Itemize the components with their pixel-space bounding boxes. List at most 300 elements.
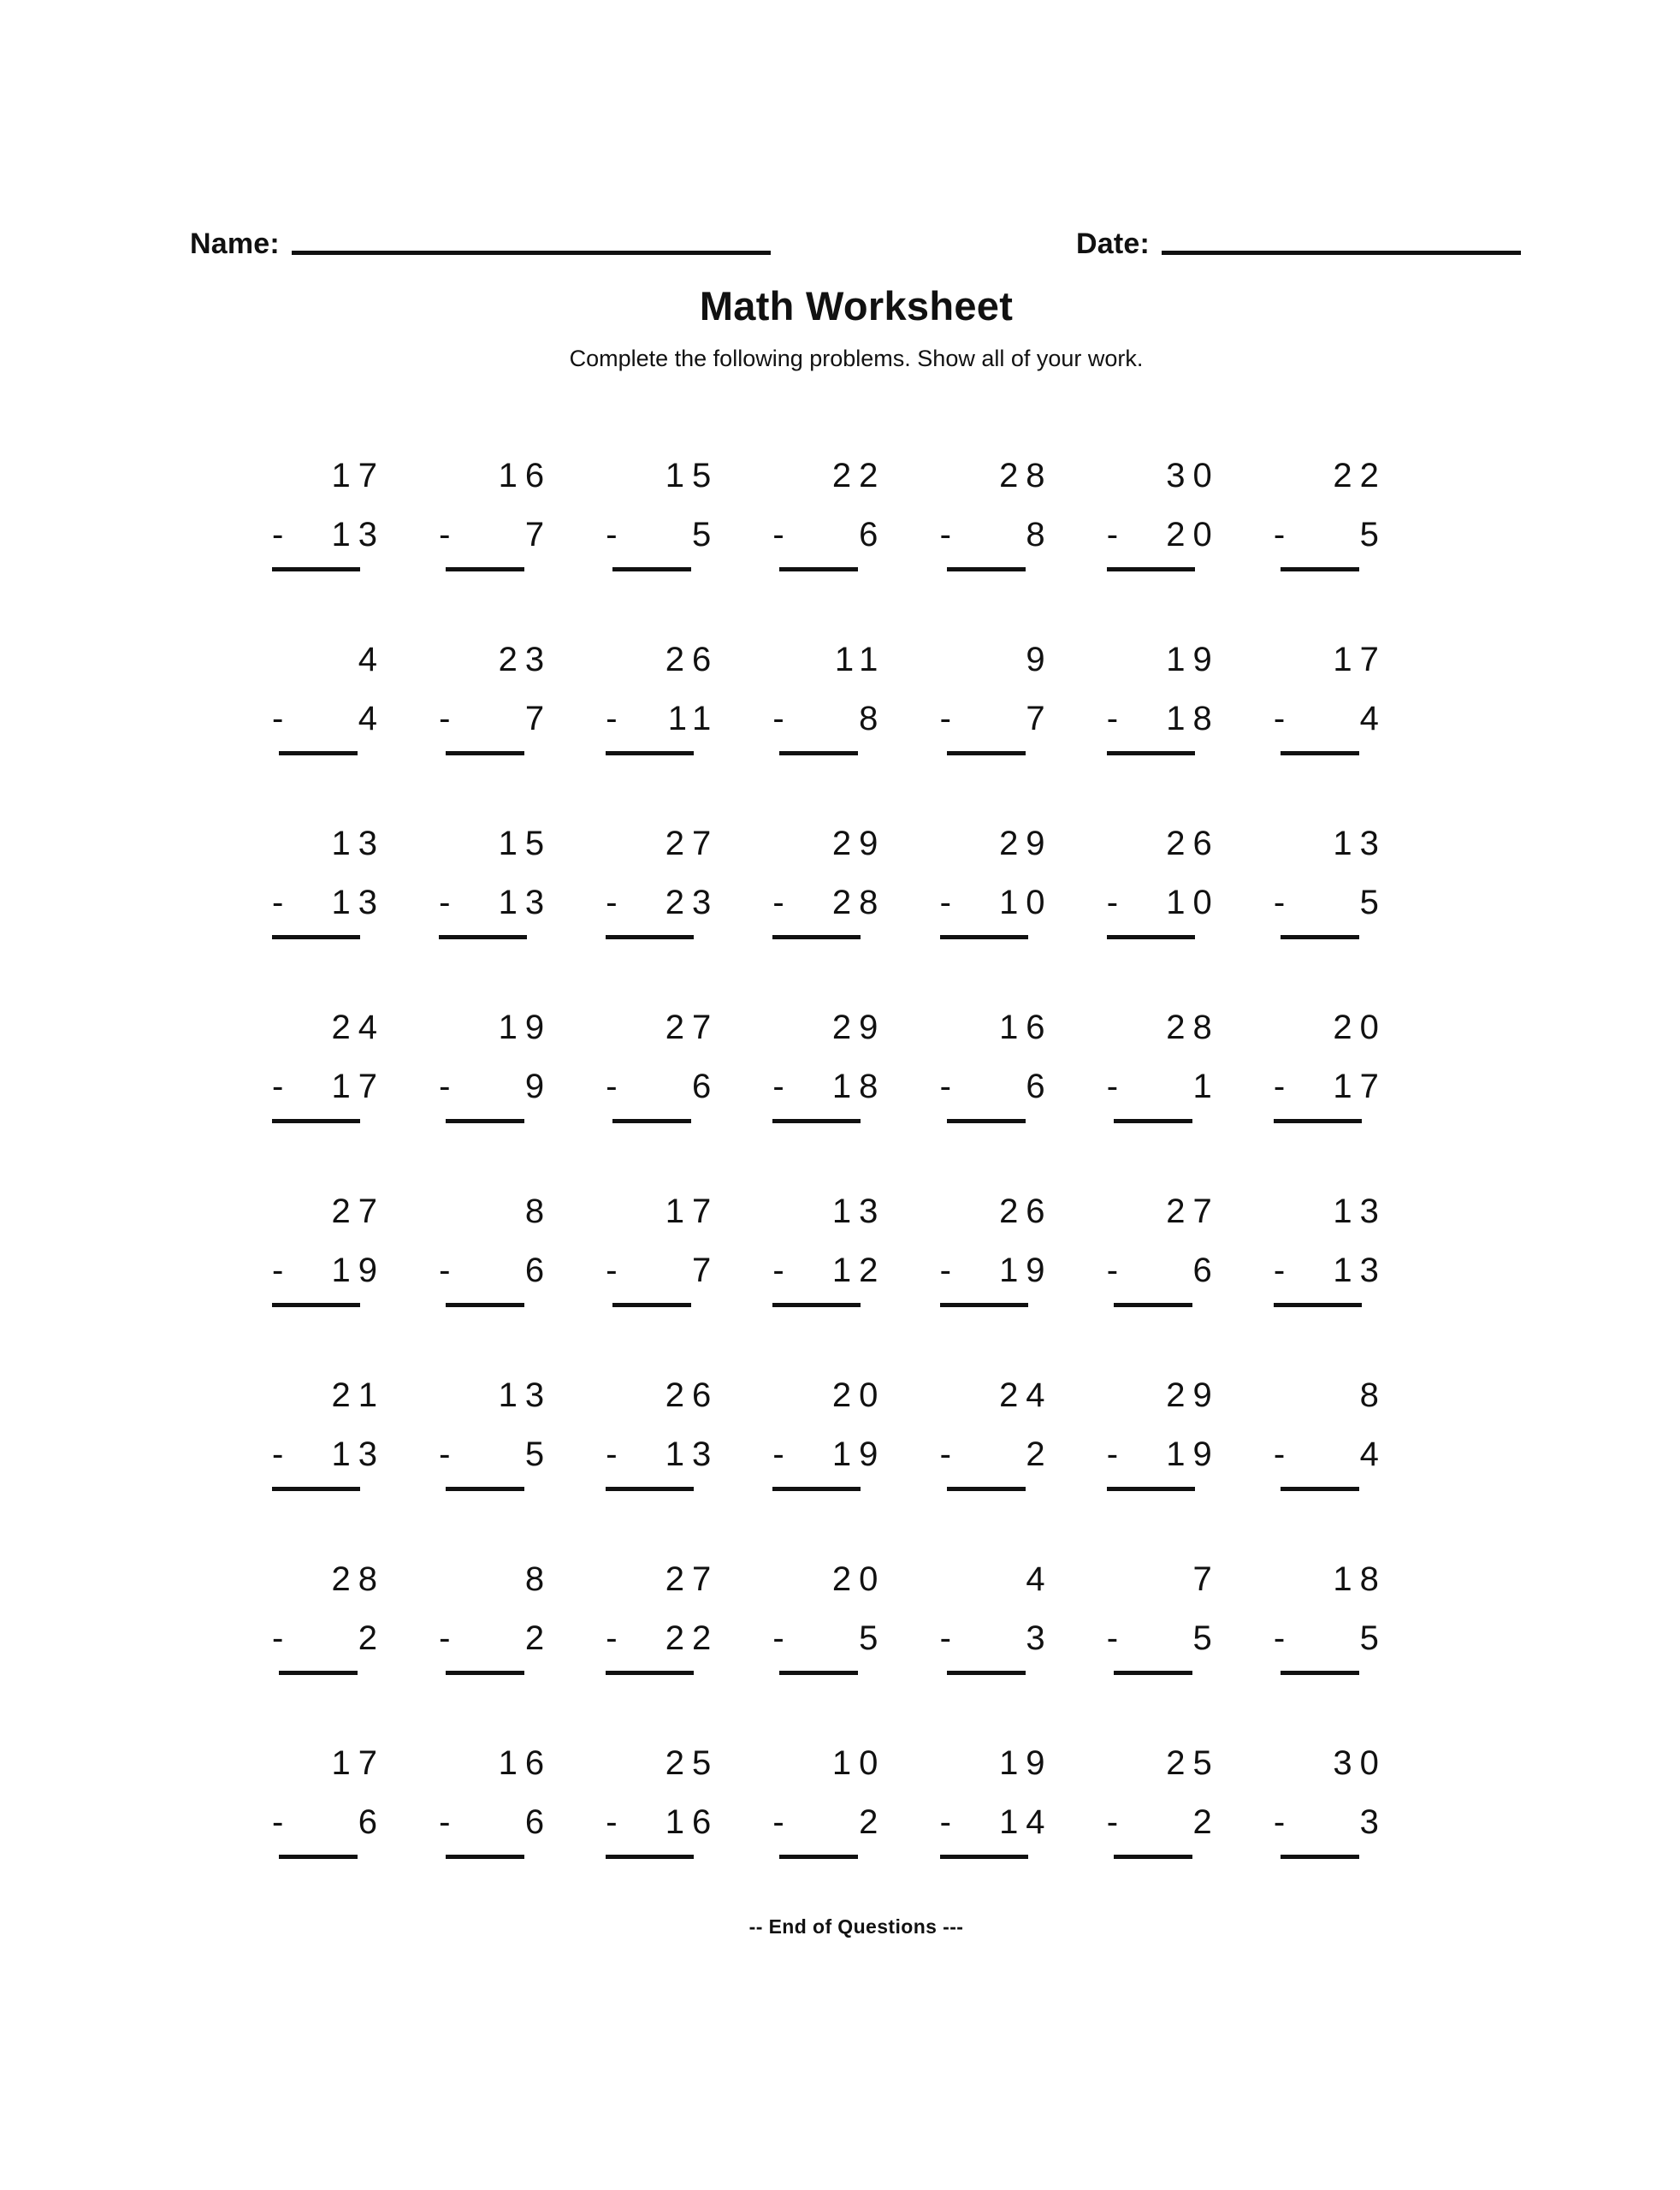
subtrahend: 19 [1166, 1435, 1220, 1473]
minus-operator-icon: - [772, 700, 784, 737]
minuend: 22 [831, 457, 886, 494]
problem-cell [940, 1732, 1065, 1916]
minuend: 26 [999, 1193, 1053, 1230]
minuend: 8 [1359, 1376, 1387, 1414]
subtrahend-row [1274, 518, 1399, 552]
answer-line[interactable] [1281, 1487, 1359, 1491]
answer-line[interactable] [446, 751, 524, 755]
minus-operator-icon: - [606, 700, 618, 737]
subtrahend-row [606, 885, 731, 920]
subtrahend: 7 [524, 700, 553, 737]
subtrahend-row [1107, 1621, 1232, 1655]
problem-cell [940, 629, 1065, 813]
subtrahend: 4 [358, 700, 385, 737]
problem-cell [1107, 813, 1232, 997]
minus-operator-icon: - [439, 700, 451, 737]
problem-cell [1107, 1548, 1232, 1732]
minus-operator-icon: - [1106, 1252, 1119, 1289]
problem-cell [439, 997, 564, 1181]
problem-cell [606, 445, 731, 629]
answer-line[interactable] [772, 1487, 861, 1491]
minus-operator-icon: - [939, 1803, 951, 1841]
minuend: 24 [999, 1376, 1053, 1414]
answer-line[interactable] [1114, 1119, 1192, 1123]
problem-cell [606, 813, 731, 997]
minuend: 16 [999, 1009, 1053, 1046]
answer-line[interactable] [779, 567, 858, 571]
subtrahend-row [940, 518, 1065, 552]
minuend: 28 [999, 457, 1053, 494]
subtrahend-row [439, 1805, 564, 1839]
minus-operator-icon: - [1273, 1068, 1286, 1105]
problem-cell [1274, 445, 1399, 629]
minus-operator-icon: - [772, 884, 784, 921]
minus-operator-icon: - [272, 1803, 284, 1841]
minus-operator-icon: - [939, 1619, 951, 1657]
minuend: 28 [1166, 1009, 1220, 1046]
subtrahend-row [1107, 885, 1232, 920]
subtrahend: 5 [1359, 1619, 1387, 1657]
subtrahend-row [1274, 1437, 1399, 1471]
answer-line[interactable] [779, 1855, 858, 1859]
answer-line[interactable] [940, 1303, 1028, 1307]
answer-line[interactable] [446, 1303, 524, 1307]
subtrahend-row [606, 1253, 731, 1287]
answer-line[interactable] [779, 1671, 858, 1675]
minuend: 26 [665, 1376, 719, 1414]
problem-cell [439, 1364, 564, 1548]
minus-operator-icon: - [439, 516, 451, 553]
minus-operator-icon: - [1273, 516, 1286, 553]
subtrahend-row [1107, 1805, 1232, 1839]
problem-cell [606, 1732, 731, 1916]
subtrahend-row [1274, 885, 1399, 920]
problem-cell [772, 813, 897, 997]
problem-cell [272, 1181, 397, 1364]
minuend: 23 [498, 641, 553, 678]
minus-operator-icon: - [606, 1435, 618, 1473]
problem-cell [439, 629, 564, 813]
subtrahend: 4 [1359, 1435, 1387, 1473]
answer-line[interactable] [439, 935, 527, 939]
subtrahend: 13 [331, 1435, 385, 1473]
minus-operator-icon: - [606, 1619, 618, 1657]
answer-line[interactable] [1107, 751, 1195, 755]
answer-line[interactable] [947, 1487, 1026, 1491]
answer-line[interactable] [1281, 567, 1359, 571]
subtrahend: 2 [358, 1619, 385, 1657]
answer-line[interactable] [446, 1119, 524, 1123]
subtrahend-row [1274, 1805, 1399, 1839]
minus-operator-icon: - [1273, 884, 1286, 921]
minus-operator-icon: - [1106, 1803, 1119, 1841]
minus-operator-icon: - [772, 1252, 784, 1289]
answer-line[interactable] [940, 1855, 1028, 1859]
problem-cell [940, 997, 1065, 1181]
minus-operator-icon: - [439, 1435, 451, 1473]
subtrahend: 23 [665, 884, 719, 921]
page-title: Math Worksheet [699, 283, 1014, 328]
answer-line[interactable] [446, 1855, 524, 1859]
subtrahend: 7 [524, 516, 553, 553]
subtrahend-row [940, 1805, 1065, 1839]
subtrahend: 18 [831, 1068, 886, 1105]
subtrahend-row [1107, 1437, 1232, 1471]
subtrahend: 12 [831, 1252, 886, 1289]
subtrahend-row [1274, 1253, 1399, 1287]
problem-cell [772, 1548, 897, 1732]
minus-operator-icon: - [606, 1068, 618, 1105]
subtrahend-row [272, 1621, 397, 1655]
subtrahend-row [1107, 518, 1232, 552]
answer-line[interactable] [272, 935, 360, 939]
problem-cell [606, 629, 731, 813]
minus-operator-icon: - [606, 884, 618, 921]
subtrahend: 19 [831, 1435, 886, 1473]
minuend: 29 [999, 825, 1053, 862]
subtrahend-row [1107, 1069, 1232, 1104]
answer-line[interactable] [446, 1487, 524, 1491]
subtrahend: 6 [859, 516, 886, 553]
answer-line[interactable] [279, 751, 358, 755]
minuend: 17 [331, 1744, 385, 1782]
subtrahend-row [606, 518, 731, 552]
answer-line[interactable] [606, 1671, 694, 1675]
subtrahend: 13 [665, 1435, 719, 1473]
subtrahend-row [272, 1253, 397, 1287]
minuend: 27 [665, 1009, 719, 1046]
minus-operator-icon: - [772, 1619, 784, 1657]
name-label: Name: [190, 228, 280, 260]
subtrahend: 5 [1359, 516, 1387, 553]
minuend: 29 [831, 1009, 886, 1046]
problem-cell [606, 1364, 731, 1548]
subtrahend-row [272, 1805, 397, 1839]
subtrahend-row [772, 1069, 897, 1104]
answer-line[interactable] [612, 567, 691, 571]
problem-cell [772, 1364, 897, 1548]
answer-line[interactable] [1114, 1671, 1192, 1675]
subtrahend-row [772, 885, 897, 920]
subtrahend: 6 [358, 1803, 385, 1841]
problem-cell [1107, 445, 1232, 629]
minus-operator-icon: - [772, 1435, 784, 1473]
subtrahend: 20 [1166, 516, 1220, 553]
problem-cell [606, 1548, 731, 1732]
subtrahend-row [1274, 1069, 1399, 1104]
subtrahend-row [940, 701, 1065, 736]
minus-operator-icon: - [939, 700, 951, 737]
minuend: 15 [498, 825, 553, 862]
subtrahend: 5 [692, 516, 719, 553]
answer-line[interactable] [1107, 1487, 1195, 1491]
minuend: 30 [1333, 1744, 1387, 1782]
answer-line[interactable] [1281, 1855, 1359, 1859]
minuend: 8 [524, 1560, 553, 1598]
minus-operator-icon: - [1273, 1803, 1286, 1841]
subtrahend: 4 [1359, 700, 1387, 737]
problem-cell [940, 1548, 1065, 1732]
subtrahend-row [772, 701, 897, 736]
subtrahend-row [772, 1437, 897, 1471]
answer-line[interactable] [772, 935, 861, 939]
problem-cell [1274, 813, 1399, 997]
minuend: 16 [498, 457, 553, 494]
subtrahend: 19 [331, 1252, 385, 1289]
subtrahend: 14 [999, 1803, 1053, 1841]
subtrahend-row [606, 1069, 731, 1104]
answer-line[interactable] [1274, 1303, 1362, 1307]
subtrahend-row [606, 1621, 731, 1655]
subtrahend-row [439, 518, 564, 552]
minuend: 13 [1333, 825, 1387, 862]
subtrahend: 10 [1166, 884, 1220, 921]
minuend: 17 [1333, 641, 1387, 678]
answer-line[interactable] [947, 567, 1026, 571]
problem-cell [272, 1548, 397, 1732]
minus-operator-icon: - [1106, 1435, 1119, 1473]
problem-cell [272, 1732, 397, 1916]
answer-line[interactable] [606, 1855, 694, 1859]
subtrahend: 28 [831, 884, 886, 921]
problem-cell [940, 1364, 1065, 1548]
name-write-line[interactable] [292, 251, 771, 255]
problem-cell [1107, 1732, 1232, 1916]
minuend: 24 [331, 1009, 385, 1046]
subtrahend: 2 [524, 1619, 553, 1657]
minus-operator-icon: - [772, 516, 784, 553]
minuend: 9 [1026, 641, 1053, 678]
subtrahend: 5 [1359, 884, 1387, 921]
subtrahend-row [940, 1069, 1065, 1104]
subtrahend-row [940, 1253, 1065, 1287]
answer-line[interactable] [940, 935, 1028, 939]
minuend: 20 [1333, 1009, 1387, 1046]
subtrahend: 13 [498, 884, 553, 921]
minus-operator-icon: - [939, 1435, 951, 1473]
minus-operator-icon: - [439, 1252, 451, 1289]
minus-operator-icon: - [272, 700, 284, 737]
minus-operator-icon: - [1106, 700, 1119, 737]
minus-operator-icon: - [939, 884, 951, 921]
answer-line[interactable] [612, 1303, 691, 1307]
end-of-questions-note: -- End of Questions --- [748, 1915, 964, 1938]
minuend: 19 [1166, 641, 1220, 678]
minus-operator-icon: - [606, 1803, 618, 1841]
answer-line[interactable] [279, 1671, 358, 1675]
subtrahend-row [940, 1621, 1065, 1655]
answer-line[interactable] [1281, 935, 1359, 939]
subtrahend: 6 [524, 1803, 553, 1841]
subtrahend: 5 [524, 1435, 553, 1473]
subtrahend-row [439, 1437, 564, 1471]
subtrahend-row [772, 1621, 897, 1655]
subtrahend-row [272, 1069, 397, 1104]
answer-line[interactable] [606, 1487, 694, 1491]
minuend: 27 [1166, 1193, 1220, 1230]
subtrahend: 19 [999, 1252, 1053, 1289]
minus-operator-icon: - [1106, 516, 1119, 553]
subtrahend: 16 [665, 1803, 719, 1841]
problem-cell [439, 1181, 564, 1364]
answer-line[interactable] [947, 751, 1026, 755]
subtrahend-row [772, 1253, 897, 1287]
answer-line[interactable] [1281, 1671, 1359, 1675]
minuend: 17 [331, 457, 385, 494]
minuend: 19 [999, 1744, 1053, 1782]
problem-cell [1274, 1181, 1399, 1364]
answer-line[interactable] [272, 1303, 360, 1307]
minus-operator-icon: - [272, 884, 284, 921]
subtrahend-row [940, 885, 1065, 920]
minuend: 21 [331, 1376, 385, 1414]
minuend: 25 [1166, 1744, 1220, 1782]
problem-cell [1274, 997, 1399, 1181]
minuend: 7 [1192, 1560, 1220, 1598]
minus-operator-icon: - [272, 516, 284, 553]
answer-line[interactable] [1107, 567, 1195, 571]
answer-line[interactable] [446, 1671, 524, 1675]
answer-line[interactable] [947, 1119, 1026, 1123]
minus-operator-icon: - [939, 1068, 951, 1105]
problem-cell [606, 1181, 731, 1364]
answer-line[interactable] [612, 1119, 691, 1123]
problem-cell [272, 1364, 397, 1548]
answer-line[interactable] [272, 567, 360, 571]
minuend: 27 [665, 1560, 719, 1598]
subtrahend-row [272, 885, 397, 920]
subtrahend-row [439, 1253, 564, 1287]
subtrahend-row [272, 701, 397, 736]
answer-line[interactable] [606, 935, 694, 939]
minus-operator-icon: - [1106, 884, 1119, 921]
minuend: 13 [1333, 1193, 1387, 1230]
subtrahend: 5 [859, 1619, 886, 1657]
answer-line[interactable] [947, 1671, 1026, 1675]
minus-operator-icon: - [1106, 1619, 1119, 1657]
problem-grid [272, 445, 1440, 1916]
answer-line[interactable] [272, 1487, 360, 1491]
subtrahend-row [1107, 701, 1232, 736]
minuend: 27 [665, 825, 719, 862]
minus-operator-icon: - [439, 1803, 451, 1841]
minuend: 20 [831, 1560, 886, 1598]
problem-cell [1107, 1181, 1232, 1364]
subtrahend-row [606, 701, 731, 736]
subtrahend: 3 [1359, 1803, 1387, 1841]
problem-cell [772, 445, 897, 629]
answer-line[interactable] [446, 567, 524, 571]
worksheet-header [190, 229, 1521, 260]
minuend: 11 [834, 641, 886, 678]
subtrahend: 3 [1026, 1619, 1053, 1657]
date-field[interactable] [1076, 229, 1521, 260]
minus-operator-icon: - [606, 516, 618, 553]
subtrahend: 8 [1026, 516, 1053, 553]
answer-line[interactable] [1274, 1119, 1362, 1123]
problem-cell [1107, 629, 1232, 813]
subtrahend-row [772, 518, 897, 552]
subtrahend: 1 [1192, 1068, 1220, 1105]
page-subtitle: Complete the following problems. Show all of your work. [569, 346, 1144, 372]
minuend: 17 [665, 1193, 719, 1230]
subtrahend-row [1274, 1621, 1399, 1655]
minus-operator-icon: - [272, 1435, 284, 1473]
subtrahend: 2 [1192, 1803, 1220, 1841]
problem-cell [1274, 629, 1399, 813]
answer-line[interactable] [1281, 751, 1359, 755]
minuend: 29 [831, 825, 886, 862]
problem-cell [439, 1548, 564, 1732]
subtrahend: 17 [1333, 1068, 1387, 1105]
subtrahend: 9 [524, 1068, 553, 1105]
minus-operator-icon: - [939, 1252, 951, 1289]
minus-operator-icon: - [1273, 1435, 1286, 1473]
problem-cell [272, 997, 397, 1181]
minus-operator-icon: - [272, 1068, 284, 1105]
problem-cell [272, 445, 397, 629]
answer-line[interactable] [772, 1119, 861, 1123]
problem-cell [272, 813, 397, 997]
problem-cell [772, 997, 897, 1181]
minuend: 26 [1166, 825, 1220, 862]
answer-line[interactable] [1114, 1303, 1192, 1307]
minus-operator-icon: - [939, 516, 951, 553]
subtrahend-row [439, 1069, 564, 1104]
minuend: 13 [331, 825, 385, 862]
subtrahend-row [272, 518, 397, 552]
date-label: Date: [1075, 228, 1150, 260]
subtrahend-row [439, 885, 564, 920]
problem-cell [439, 1732, 564, 1916]
answer-line[interactable] [279, 1855, 358, 1859]
answer-line[interactable] [779, 751, 858, 755]
minuend: 30 [1166, 457, 1220, 494]
minuend: 29 [1166, 1376, 1220, 1414]
minuend: 8 [524, 1193, 553, 1230]
problem-cell [940, 813, 1065, 997]
subtrahend: 13 [1333, 1252, 1387, 1289]
minuend: 20 [831, 1376, 886, 1414]
subtrahend-row [606, 1805, 731, 1839]
subtrahend: 6 [692, 1068, 719, 1105]
answer-line[interactable] [772, 1303, 861, 1307]
subtrahend-row [606, 1437, 731, 1471]
minuend: 13 [498, 1376, 553, 1414]
answer-line[interactable] [1114, 1855, 1192, 1859]
subtrahend: 7 [1026, 700, 1053, 737]
name-field[interactable] [190, 229, 771, 260]
subtrahend: 11 [667, 700, 719, 737]
subtrahend: 6 [1026, 1068, 1053, 1105]
problem-cell [1274, 1732, 1399, 1916]
answer-line[interactable] [1107, 935, 1195, 939]
subtrahend: 5 [1192, 1619, 1220, 1657]
answer-line[interactable] [606, 751, 694, 755]
date-write-line[interactable] [1162, 251, 1521, 255]
minus-operator-icon: - [772, 1803, 784, 1841]
subtrahend: 7 [692, 1252, 719, 1289]
subtrahend-row [772, 1805, 897, 1839]
minuend: 19 [498, 1009, 553, 1046]
minuend: 26 [665, 641, 719, 678]
answer-line[interactable] [272, 1119, 360, 1123]
problem-cell [772, 1181, 897, 1364]
subtrahend: 2 [1026, 1435, 1053, 1473]
minus-operator-icon: - [606, 1252, 618, 1289]
subtrahend: 17 [331, 1068, 385, 1105]
problem-cell [1274, 1548, 1399, 1732]
